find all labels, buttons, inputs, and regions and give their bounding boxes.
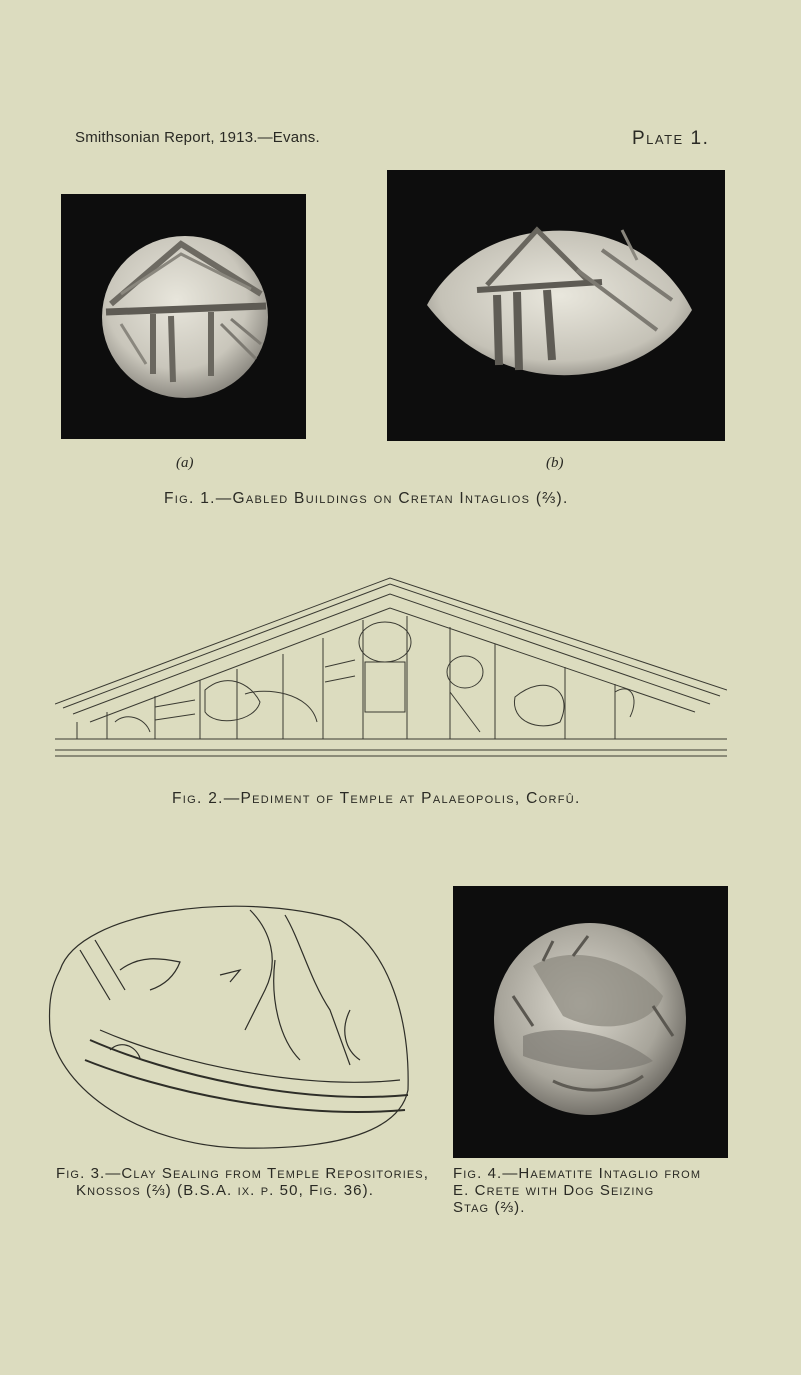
plate-number: Plate 1.: [632, 128, 710, 149]
fig1-caption: Fig. 1.—Gabled Buildings on Cretan Intaglios (⅔).: [164, 490, 569, 507]
fig4-caption-line3: Stag (⅔).: [453, 1199, 526, 1216]
fig4-photo: [453, 886, 728, 1158]
fig4-caption: [453, 1165, 753, 1216]
fig3-caption: [56, 1165, 446, 1199]
fig2-pediment-drawing: [55, 572, 727, 762]
round-intaglio-image: [61, 194, 306, 439]
fig1a-label: (a): [176, 455, 194, 471]
running-header-left: Smithsonian Report, 1913.—Evans.: [75, 129, 320, 146]
fig3-caption-line1: Fig. 3.—Clay Sealing from Temple Repositories,: [56, 1165, 429, 1182]
fig1a-photo: [61, 194, 306, 439]
fig1b-photo: [387, 170, 725, 441]
fig4-caption-line1: Fig. 4.—Haematite Intaglio from: [453, 1165, 702, 1182]
fig3-sealing-drawing: [40, 890, 415, 1152]
fig2-caption: Fig. 2.—Pediment of Temple at Palaeopolis, Corfû.: [172, 790, 581, 807]
fig1b-label: (b): [546, 455, 564, 471]
fig4-caption-line2: E. Crete with Dog Seizing: [453, 1182, 655, 1199]
lentoid-intaglio-image: [387, 170, 725, 441]
haematite-intaglio-image: [453, 886, 728, 1158]
fig3-caption-line2: Knossos (⅔) (B.S.A. ix. p. 50, Fig. 36).: [76, 1182, 374, 1199]
